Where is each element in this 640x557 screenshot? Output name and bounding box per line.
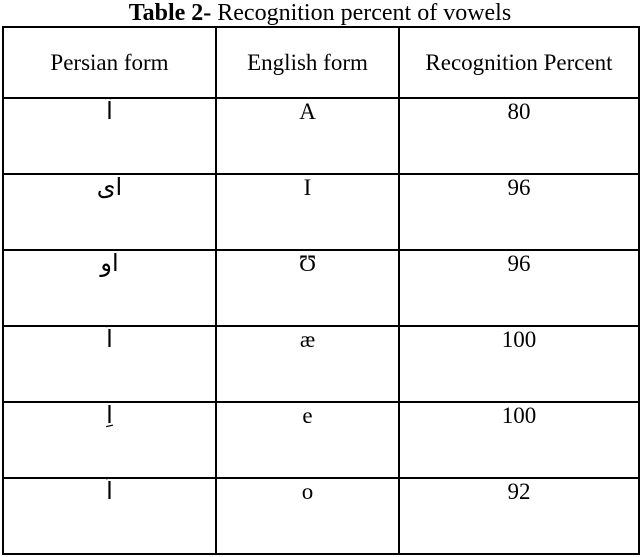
recognition-percent-cell: 92	[399, 478, 639, 554]
english-form-cell: æ	[216, 326, 399, 402]
persian-form-cell: ای	[3, 174, 216, 250]
english-form-cell: A	[216, 98, 399, 174]
recognition-percent-cell: 80	[399, 98, 639, 174]
table-caption	[0, 0, 640, 26]
table-row	[3, 478, 639, 554]
english-form-cell: Ʊ	[216, 250, 399, 326]
recognition-percent-cell: 100	[399, 402, 639, 478]
recognition-table	[2, 26, 640, 555]
english-form-cell: e	[216, 402, 399, 478]
table-row	[3, 326, 639, 402]
recognition-percent-cell: 100	[399, 326, 639, 402]
table-header-row	[3, 27, 639, 98]
persian-form-cell: اُ	[3, 478, 216, 554]
table-caption-text: Recognition percent of vowels	[211, 0, 512, 26]
recognition-percent-cell: 96	[399, 250, 639, 326]
persian-form-cell: آ	[3, 98, 216, 174]
table-row	[3, 402, 639, 478]
column-header-english-form: English form	[216, 27, 399, 98]
persian-form-cell: اِ	[3, 402, 216, 478]
english-form-cell: I	[216, 174, 399, 250]
persian-form-cell: اَ	[3, 326, 216, 402]
table-row	[3, 174, 639, 250]
recognition-percent-cell: 96	[399, 174, 639, 250]
table-body	[3, 98, 639, 554]
column-header-persian-form: Persian form	[3, 27, 216, 98]
persian-form-cell: او	[3, 250, 216, 326]
table-row	[3, 250, 639, 326]
table-row	[3, 98, 639, 174]
english-form-cell: o	[216, 478, 399, 554]
column-header-recognition-percent: Recognition Percent	[399, 27, 639, 98]
table-caption-label: Table 2-	[128, 0, 212, 26]
